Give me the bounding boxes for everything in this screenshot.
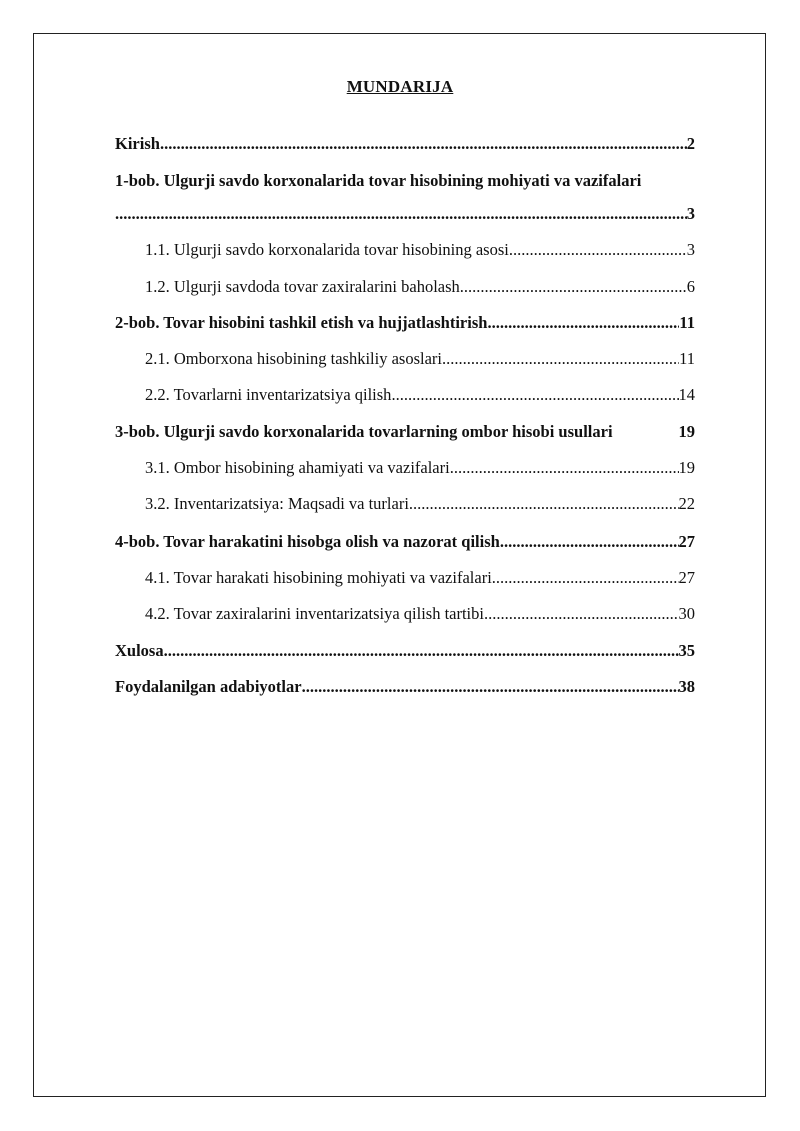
toc-entry-chapter-1[interactable] bbox=[115, 171, 695, 191]
toc-entry-label: 3.1. Ombor hisobining ahamiyati va vazifalari bbox=[145, 458, 450, 477]
dot-leader bbox=[460, 277, 687, 297]
toc-entry-page: 3 bbox=[686, 204, 695, 223]
toc-entry-page: 14 bbox=[678, 385, 695, 404]
dot-leader bbox=[492, 568, 679, 588]
toc-entry-chapter-3[interactable] bbox=[115, 422, 695, 442]
toc-entry-page: 27 bbox=[678, 568, 695, 587]
dot-leader bbox=[160, 134, 687, 154]
toc-entry-label: 2.1. Omborxona hisobining tashkiliy asoslari bbox=[145, 349, 442, 368]
toc-entry-label: 1.1. Ulgurji savdo korxonalarida tovar hisobining asosi bbox=[145, 240, 509, 259]
toc-entry-2-1[interactable] bbox=[145, 349, 695, 369]
toc-entry-label: 2.2. Tovarlarni inventarizatsiya qilish bbox=[145, 385, 392, 404]
toc-entry-page: 6 bbox=[686, 277, 695, 296]
toc-entry-label: 1-bob. Ulgurji savdo korxonalarida tovar hisobining mohiyati va vazifalari bbox=[115, 171, 642, 190]
dot-leader bbox=[115, 204, 687, 224]
toc-entry-label: Kirish bbox=[115, 134, 160, 153]
toc-entry-xulosa[interactable] bbox=[115, 641, 695, 661]
toc-entry-label: Xulosa bbox=[115, 641, 164, 660]
dot-leader bbox=[409, 494, 679, 514]
toc-entry-page: 2 bbox=[686, 134, 695, 153]
toc-entry-2-2[interactable] bbox=[145, 385, 695, 405]
toc-entry-page: 19 bbox=[678, 458, 695, 477]
toc-entry-label: 2-bob. Tovar hisobini tashkil etish va hujjatlashtirish bbox=[115, 313, 488, 332]
toc-entry-page: 30 bbox=[678, 604, 695, 623]
toc-entry-chapter-4[interactable] bbox=[115, 532, 695, 552]
toc-entry-label: 3-bob. Ulgurji savdo korxonalarida tovarlarning ombor hisobi usullari bbox=[115, 422, 613, 441]
dot-leader bbox=[509, 240, 687, 260]
toc-entry-page: 38 bbox=[678, 677, 695, 696]
toc-entry-page: 11 bbox=[679, 349, 695, 368]
toc-entry-page: 22 bbox=[678, 494, 695, 513]
toc-entry-label: 4.2. Tovar zaxiralarini inventarizatsiya qilish tartibi bbox=[145, 604, 484, 623]
dot-leader bbox=[450, 458, 679, 478]
toc-entry-4-2[interactable] bbox=[145, 604, 695, 624]
toc-entry-label: Foydalanilgan adabiyotlar bbox=[115, 677, 302, 696]
dot-leader bbox=[484, 604, 679, 624]
toc-entry-page: 19 bbox=[678, 422, 695, 441]
toc-entry-3-1[interactable] bbox=[145, 458, 695, 478]
page-title: MUNDARIJA bbox=[346, 77, 454, 96]
toc-entry-label: 4-bob. Tovar harakatini hisobga olish va nazorat qilish bbox=[115, 532, 500, 551]
dot-leader bbox=[164, 641, 679, 661]
toc-entry-1-1[interactable] bbox=[145, 240, 695, 260]
toc-entry-page: 3 bbox=[686, 240, 695, 259]
toc-entry-chapter-1-continued[interactable] bbox=[115, 204, 695, 224]
dot-leader bbox=[500, 532, 679, 552]
toc-entry-4-1[interactable] bbox=[145, 568, 695, 588]
dot-leader bbox=[487, 313, 679, 333]
toc-entry-label: 4.1. Tovar harakati hisobining mohiyati va vazifalari bbox=[145, 568, 492, 587]
toc-entry-page: 11 bbox=[679, 313, 695, 332]
dot-leader bbox=[442, 349, 679, 369]
page-border bbox=[33, 33, 766, 1097]
toc-entry-kirish[interactable] bbox=[115, 134, 695, 154]
toc-entry-label: 1.2. Ulgurji savdoda tovar zaxiralarini baholash bbox=[145, 277, 460, 296]
toc-entry-chapter-2[interactable] bbox=[115, 313, 695, 333]
toc-entry-1-2[interactable] bbox=[145, 277, 695, 297]
toc-entry-adabiyotlar[interactable] bbox=[115, 677, 695, 697]
dot-leader bbox=[391, 385, 678, 405]
toc-entry-page: 27 bbox=[678, 532, 695, 551]
toc-entry-label: 3.2. Inventarizatsiya: Maqsadi va turlari bbox=[145, 494, 409, 513]
dot-leader bbox=[302, 677, 679, 697]
toc-entry-page: 35 bbox=[678, 641, 695, 660]
toc-entry-3-2[interactable] bbox=[145, 494, 695, 514]
